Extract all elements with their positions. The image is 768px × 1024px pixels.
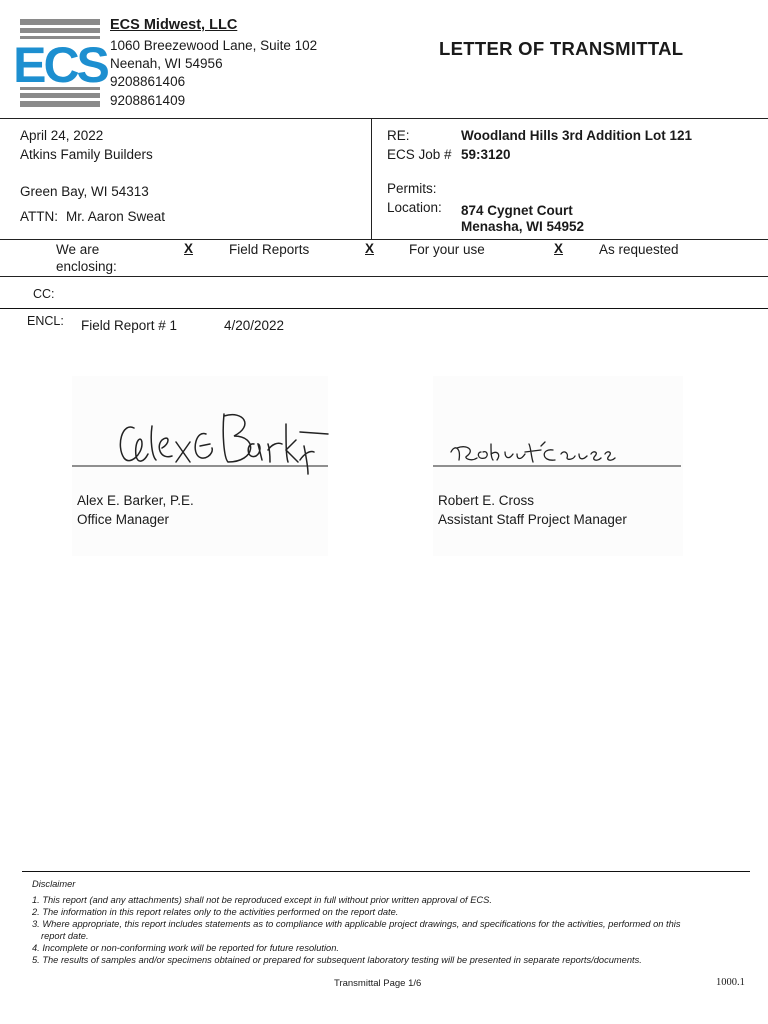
divider: [0, 239, 768, 240]
signer-name: Alex E. Barker, P.E.: [77, 493, 194, 508]
letter-date: April 24, 2022: [20, 128, 104, 143]
divider: [0, 308, 768, 309]
svg-text:ECS: ECS: [13, 37, 107, 93]
for-your-use-checkmark: X: [365, 241, 375, 256]
as-requested-checkmark: X: [554, 241, 564, 256]
permits-label: Permits:: [387, 181, 437, 196]
signer-title: Office Manager: [77, 512, 170, 527]
disclaimer: [32, 878, 752, 966]
encl-date: 4/20/2022: [224, 318, 285, 333]
company-name: ECS Midwest, LLC: [110, 17, 238, 33]
company-phone: 9208861406: [110, 74, 186, 89]
location-label: Location:: [387, 200, 442, 215]
disclaimer-item: report date.: [41, 931, 89, 941]
location-line-2: Menasha, WI 54952: [461, 219, 585, 234]
disclaimer-item: 1. This report (and any attachments) shall not be reproduced except in full without prior written approval of ECS.: [32, 895, 492, 905]
encl-label: ENCL:: [27, 314, 64, 328]
signer-title: Assistant Staff Project Manager: [438, 512, 627, 527]
company-address-1: 1060 Breezewood Lane, Suite 102: [110, 38, 318, 53]
location-line-1: 874 Cygnet Court: [461, 203, 573, 218]
form-code: 1000.1: [716, 977, 745, 988]
company-fax: 9208861409: [110, 93, 186, 108]
for-your-use-label: For your use: [409, 242, 485, 257]
doc-title: LETTER OF TRANSMITTAL: [439, 38, 684, 59]
disclaimer-item: 5. The results of samples and/or specimens obtained or prepared for subsequent laboratory testing will be presented in separate reports/documents.: [32, 955, 642, 965]
field-reports-label: Field Reports: [229, 242, 310, 257]
attn-value: Mr. Aaron Sweat: [66, 209, 166, 224]
signature-block-barker: [72, 376, 328, 556]
disclaimer-item: 3. Where appropriate, this report includes statements as to compliance with applicable project drawings, and specifications for the activities, performed on this: [32, 919, 681, 929]
re-value: Woodland Hills 3rd Addition Lot 121: [461, 128, 693, 143]
divider: [22, 871, 750, 872]
disclaimer-item: 4. Incomplete or non-conforming work will be reported for future resolution.: [32, 943, 339, 953]
enclosing-label-1: We are: [56, 242, 100, 257]
signer-name: Robert E. Cross: [438, 493, 535, 508]
disclaimer-item: 2. The information in this report relates only to the activities performed on the report date.: [32, 907, 399, 917]
ecs-logo: [13, 19, 107, 107]
company-address-2: Neenah, WI 54956: [110, 56, 223, 71]
recipient-name: Atkins Family Builders: [20, 147, 153, 162]
re-label: RE:: [387, 128, 410, 143]
encl-item: Field Report # 1: [81, 318, 178, 333]
divider-vertical: [371, 118, 372, 239]
attn-label: ATTN:: [20, 209, 58, 224]
enclosing-label-2: enclosing:: [56, 259, 117, 274]
signature-block-cross: [433, 376, 683, 556]
page-number: Transmittal Page 1/6: [334, 978, 422, 989]
as-requested-label: As requested: [599, 242, 679, 257]
signature-image: [433, 404, 683, 504]
signature-image: [72, 404, 328, 504]
cc-label: CC:: [33, 287, 55, 301]
job-label: ECS Job #: [387, 147, 452, 162]
field-reports-checkmark: X: [184, 241, 194, 256]
divider: [0, 276, 768, 277]
job-value: 59:3120: [461, 147, 511, 162]
recipient-city: Green Bay, WI 54313: [20, 184, 149, 199]
disclaimer-heading: Disclaimer: [32, 879, 76, 889]
divider: [0, 118, 768, 119]
